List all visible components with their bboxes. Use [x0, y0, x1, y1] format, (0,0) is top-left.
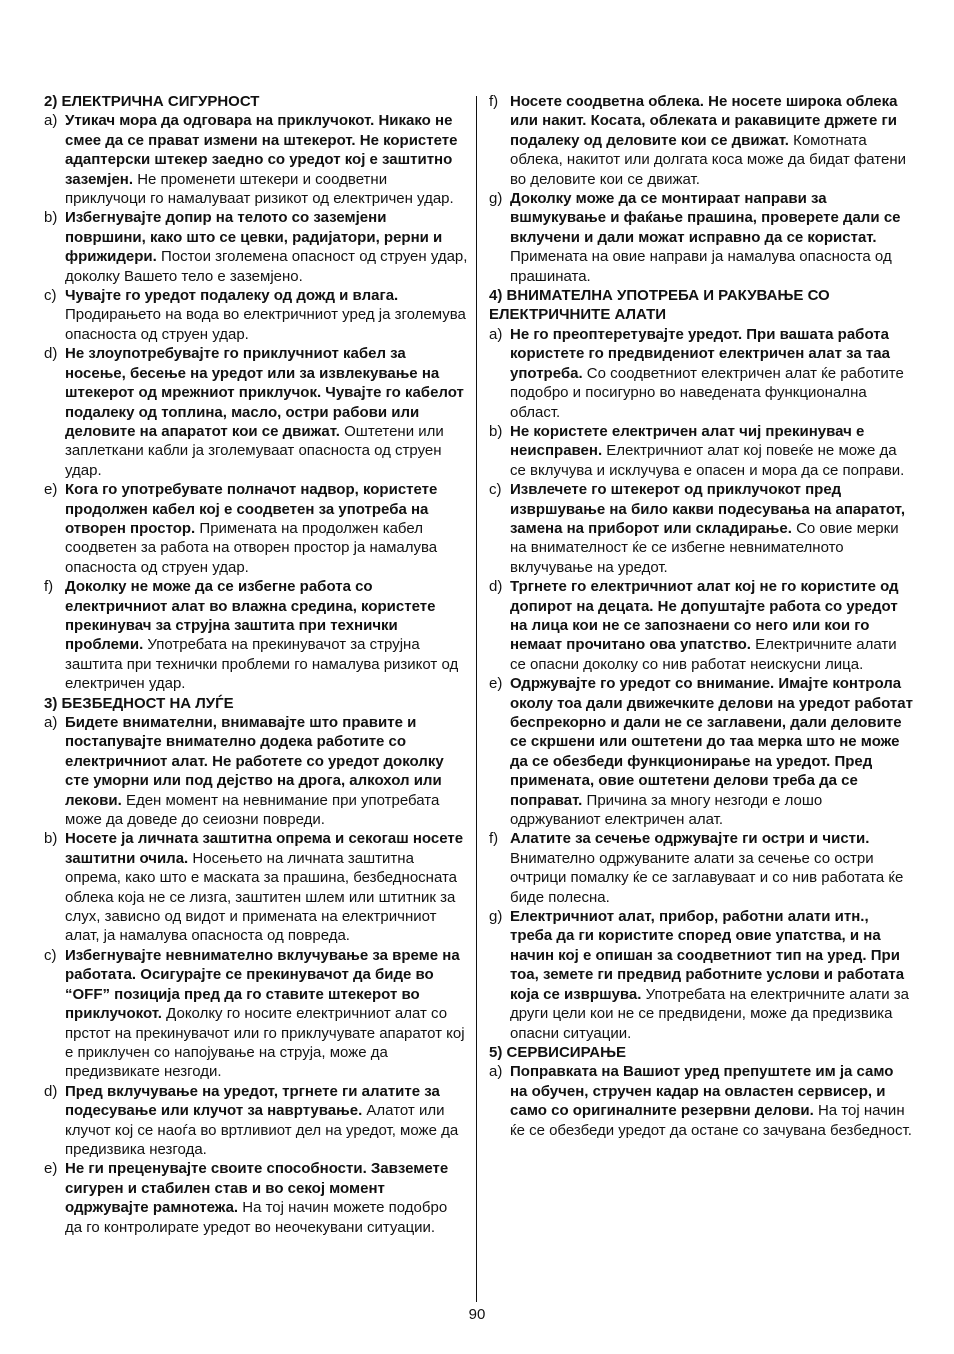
safety-instruction	[489, 829, 913, 907]
instruction-letter: a)	[489, 1063, 503, 1081]
instruction-bold: Носете ја личната заштитна опрема и секогаш носете заштитни очила.	[65, 830, 464, 867]
instruction-text: Постои зголемена опасност од струен удар, доколку Вашето тело е заземјено.	[65, 248, 468, 285]
instruction-bold: Електричниот алат, прибор, работни алати итн., треба да ги користите според овие упатства, и на начин кој е опишан за соодветниот тип на уред. При тоа, земете ги предвид работните услови и работата која се извршува.	[510, 908, 905, 1003]
instruction-text: Употребата на електричните алати за други цели кои не се предвидени, може да предизвика опасни ситуации.	[510, 985, 909, 1042]
safety-instruction	[44, 208, 468, 286]
instruction-bold: Тргнете го електричниот алат кој не го користите од допирот на децата. Не допуштајте работа со уредот на лица кои не се запознаени со него или кои го немаат прочитано ова упатство.	[510, 578, 899, 654]
instruction-letter: d)	[44, 345, 58, 363]
safety-instruction	[44, 286, 468, 344]
right-column	[489, 92, 913, 1140]
instruction-bold: Носете соодветна облека. Не носете широка облека или накит. Косата, облеката и ракавиците држете ги подалеку од деловите кои се движат.	[510, 93, 898, 149]
instruction-text: Еден момент на невнимание при употребата може да доведе до сеиозни повреди.	[65, 791, 440, 829]
instruction-bold: Не ги преценувајте своите способности. Завземете сигурен и стабилен став и во секој момент одржувајте рамнотежа.	[65, 1160, 449, 1217]
instruction-text: Со соодветниот електричен алат ќе работите подобро и посигурно во наведената функционална област.	[510, 364, 904, 421]
instruction-text: Доколку го носите електричниот алат со прстот на прекинувачот или го приклучувате апаратот кој е приклучен со напојување на струја, може да предизвикате незгоди.	[65, 1005, 465, 1081]
left-column	[44, 92, 468, 1237]
section-heading: 4) ВНИМАТЕЛНА УПОТРЕБА И РАКУВАЊЕ СО ЕЛЕКТРИЧНИТЕ АЛАТИ	[489, 287, 830, 324]
safety-instruction	[44, 344, 468, 480]
page-number: 90	[468, 1306, 486, 1323]
instruction-letter: c)	[44, 287, 57, 305]
instruction-text: Носењето на личната заштитна опрема, како што е маската за прашина, безбедносната облека која не се лизга, заштитен шлем или штитник за слух, зависно од видот и примената на електричниот алат, ја намалува опасноста од повреда.	[65, 849, 458, 945]
safety-instruction	[489, 325, 913, 422]
safety-instruction	[44, 829, 468, 945]
instruction-bold: Утикач мора да одговара на приклучокот. Никако не смее да се прават измени на штекерот. Не користете адаптерски штекер заедно со уредот кој е заштитно заземјен.	[65, 112, 458, 188]
instruction-letter: e)	[44, 481, 58, 499]
safety-instruction	[44, 480, 468, 577]
instruction-text: Алатот или клучот кој се наоѓа во вртливиот дел на уредот, може да предизвика незгода.	[65, 1102, 459, 1158]
instruction-text: Продирањето на вода во електричниот уред ја зголемува опасноста од струен удар.	[65, 306, 466, 343]
instruction-text: Употребата на прекинувачот за струјна заштита при технички проблеми го намалува ризикот од електричен удар.	[65, 636, 459, 693]
section-heading: 2) ЕЛЕКТРИЧНА СИГУРНОСТ	[44, 93, 260, 110]
instruction-bold: Доколку не може да се избегне работа со електричниот алат во влажна средина, користете прекинувач за струјна заштита при технички проблеми.	[65, 578, 436, 654]
instruction-bold: Не го преоптеретувајте уредот. При вашата работа користете го предвидениот електричен алат за таа употреба.	[510, 325, 890, 382]
instruction-letter: b)	[44, 209, 58, 227]
instruction-text: Не променети штекери и соодветни приклучоци го намалуваат ризикот од електричен удар.	[65, 170, 454, 208]
instruction-bold: Извлечете го штекерот од приклучокот пред извршување на било какви подесувања на апаратот, замена на приборот или складирање.	[510, 481, 906, 537]
safety-instruction	[44, 713, 468, 829]
instruction-letter: a)	[44, 714, 58, 731]
instruction-bold: Избегнувајте допир на телото со заземјени површини, како што се цевки, радијатори, рерни и фрижидери.	[65, 209, 443, 266]
instruction-bold: Кога го употребувате полначот надвор, користете продолжен кабел кој е соодветен за употреба на отворен простор.	[65, 481, 438, 537]
instruction-bold: Избегнувајте невнимателно вклучување за време на работата. Осигурајте се прекинувачот да биде во “OFF” позиција пред да го ставите штекерот во приклучокот.	[65, 946, 460, 1023]
instruction-text: Комотната облека, накитот или долгата коса може да бидат фатени во деловите кои се движат.	[510, 131, 907, 188]
safety-instruction	[489, 1062, 913, 1140]
instruction-bold: Доколку може да се монтираат направи за вшмукување и фаќање прашина, проверете дали се вклучени и дали можат исправно да се користат.	[510, 190, 901, 246]
safety-instruction	[489, 422, 913, 480]
instruction-text: Електричните алати се опасни доколку со нив работат неискусни лица.	[510, 636, 897, 673]
instruction-text: Со овие мерки на внимателност ќе се избегне невнимателното вклучување на уредот.	[510, 519, 899, 576]
safety-instruction	[44, 946, 468, 1082]
instruction-letter: c)	[44, 946, 57, 964]
instruction-letter: b)	[489, 422, 503, 440]
safety-instruction	[489, 189, 913, 286]
section-heading: 3) БЕЗБЕДНОСТ НА ЛУЃЕ	[44, 694, 234, 712]
instruction-bold: Чувајте го уредот подалеку од дожд и влага.	[65, 287, 399, 305]
instruction-text: Примената на продолжен кабел соодветен за работа на отворен простор ја намалува опасноста од струен удар.	[65, 519, 438, 576]
instruction-bold: Алатите за сечење одржувајте ги остри и чисти.	[510, 830, 870, 848]
safety-instruction	[44, 1159, 468, 1237]
safety-instruction	[489, 907, 913, 1043]
instruction-text: На тој начин ќе се обезбеди уредот да остане со зачувана безбедност.	[510, 1102, 912, 1139]
instruction-letter: f)	[489, 830, 499, 848]
safety-instruction	[44, 111, 468, 208]
instruction-letter: e)	[489, 675, 503, 693]
instruction-text: Електричниот алат кој повеќе не може да се вклучува и исклучува е опасен и мора да се поправи.	[510, 442, 905, 479]
instruction-letter: g)	[489, 908, 503, 926]
instruction-bold: Поправката на Вашиот уред препуштете им ја само на обучен, стручен кадар на овластен сервисер, и само со оригиналните резервни делови.	[510, 1063, 894, 1120]
instruction-letter: d)	[44, 1082, 58, 1100]
instruction-letter: c)	[489, 481, 502, 499]
section-heading: 5) СЕРВИСИРАЊЕ	[489, 1043, 627, 1061]
instruction-text: На тој начин можете подобро да го контролирате уредот во неочекувани ситуации.	[65, 1199, 448, 1236]
instruction-letter: f)	[489, 93, 499, 110]
instruction-bold: Одржувајте го уредот со внимание. Имајте контрола околу тоа дали движечките делови на уредот работат беспрекорно и дали не се заглавени, дали деловите се скршени или оштетени до таа мерка што не може да се обезбеди функционирање на уредот. Пред примената, овие оштетени делови треба да се поправат.	[510, 675, 913, 809]
instruction-letter: d)	[489, 578, 503, 596]
safety-instruction	[489, 480, 913, 577]
safety-instruction	[489, 92, 913, 189]
instruction-text: Оштетени или заплеткани кабли ја зголемуваат опасноста од струен удар.	[65, 422, 444, 479]
instruction-bold: Не злоупотребувајте го приклучниот кабел за носење, бесење на уредот или за извлекување на штекерот од мрежниот приклучок. Чувајте го кабелот подалеку од топлина, масло, остри рабови или деловите на апаратот кои се движат.	[65, 345, 464, 440]
instruction-letter: e)	[44, 1160, 58, 1178]
instruction-letter: b)	[44, 830, 58, 848]
instruction-text: Примената на овие направи ја намалува опасноста од прашината.	[510, 248, 892, 285]
instruction-letter: a)	[44, 112, 58, 130]
instruction-text: Внимателно одржуваните алати за сечење со остри очтрици помалку ќе се заглавуваат и со нив работата ќе биде полесна.	[510, 849, 904, 906]
column-divider	[476, 96, 477, 1302]
instruction-bold: Пред вклучување на уредот, тргнете ги алатите за подесување или клучот за навртување.	[65, 1082, 440, 1120]
safety-instruction	[44, 1082, 468, 1160]
safety-instruction	[489, 577, 913, 674]
instruction-letter: g)	[489, 190, 503, 208]
instruction-bold: Бидете внимателни, внимавајте што правите и постапувајте внимателно додека работите со електричниот алат. Не работете со уредот доколку сте уморни или под дејство на дрога, алкохол или лекови.	[65, 714, 444, 809]
safety-instruction	[489, 674, 913, 829]
instruction-bold: Не користете електричен алат чиј прекинувач е неисправен.	[510, 422, 865, 460]
instruction-text: Причина за многу незгоди е лошо одржуваниот електричен алат.	[510, 791, 823, 829]
instruction-letter: a)	[489, 325, 503, 343]
safety-instruction	[44, 577, 468, 693]
instruction-letter: f)	[44, 578, 54, 596]
